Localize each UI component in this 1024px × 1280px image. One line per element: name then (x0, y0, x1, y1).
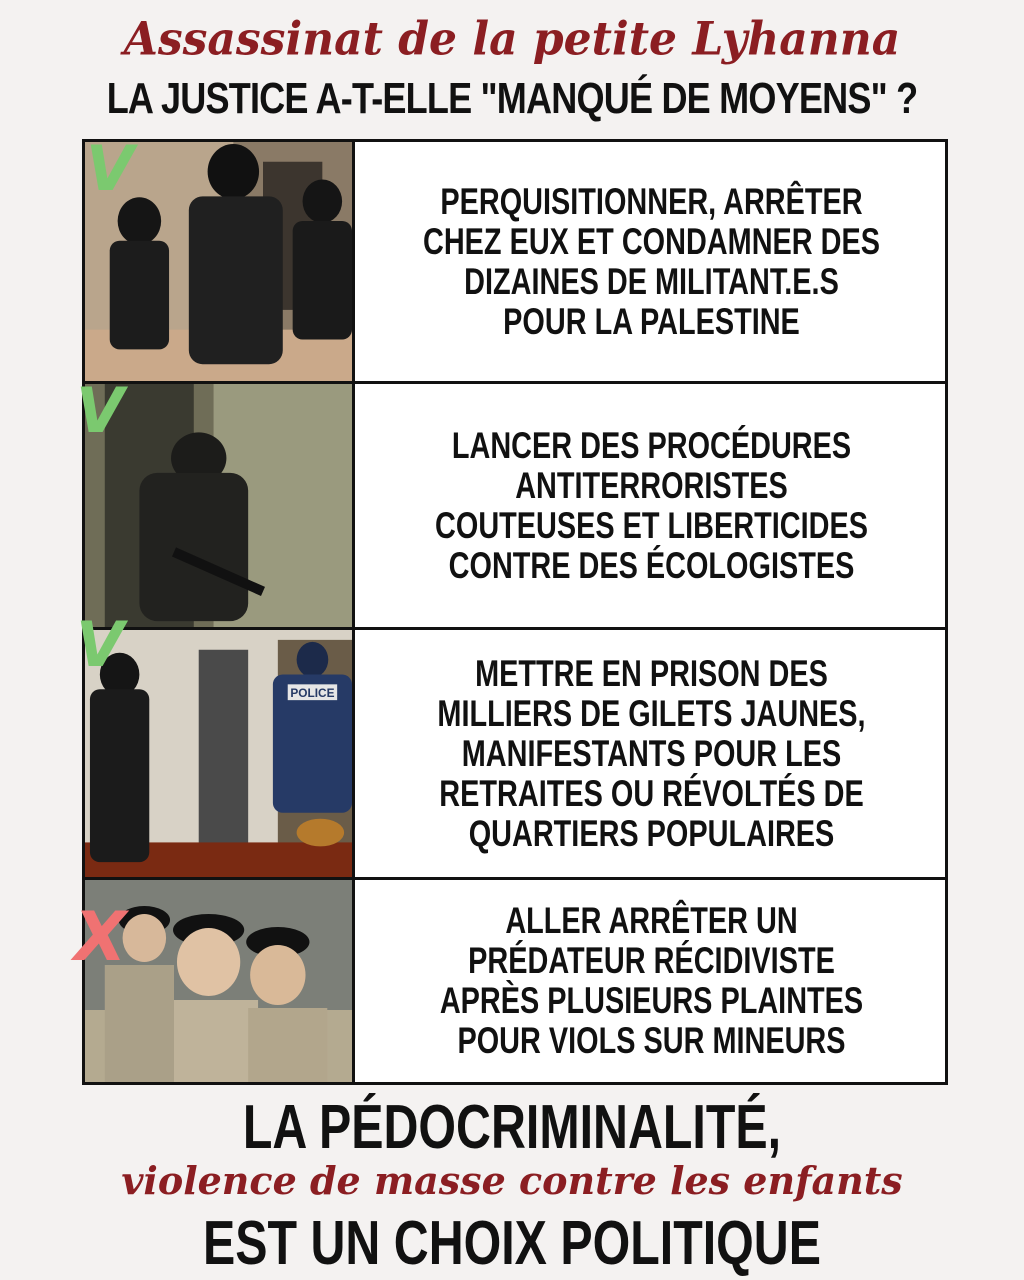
check-mark-2: V (76, 374, 124, 447)
footer-line-2: violence de masse contre les enfants (121, 1158, 903, 1203)
main-title: LA JUSTICE A-T-ELLE "MANQUÉ DE MOYENS" ? (106, 74, 918, 123)
footer-line-1: LA PÉDOCRIMINALITÉ, (242, 1093, 782, 1162)
script-title: Assassinat de la petite Lyhanna (123, 12, 901, 67)
police-vest-label: POLICE (290, 686, 335, 701)
cross-mark-4: X (74, 898, 127, 977)
row-2 (85, 384, 945, 630)
row-1 (85, 142, 945, 384)
comparison-grid (82, 139, 948, 1085)
row-4 (85, 880, 945, 1082)
row-4-text: ALLER ARRÊTER UN PRÉDATEUR RÉCIDIVISTE APRÈS PLUSIEURS PLAINTES POUR VIOLS SUR MINEURS (439, 900, 864, 1061)
row-3 (85, 630, 945, 880)
check-mark-1: V (86, 132, 134, 205)
row-2-text: LANCER DES PROCÉDURES ANTITERRORISTES COUTEUSES ET LIBERTICIDES CONTRE DES ÉCOLOGISTES (435, 424, 868, 586)
photo-raid-3 (85, 630, 355, 877)
row-3-text: METTRE EN PRISON DES MILLIERS DE GILETS JAUNES, MANIFESTANTS POUR LES RETRAITES OU RÉVOLTÉS DE QUARTIERS POPULAIRES (437, 652, 866, 854)
row-1-text: PERQUISITIONNER, ARRÊTER CHEZ EUX ET CONDAMNER DES DIZAINES DE MILITANT.E.S POUR LA PALESTINE (422, 180, 880, 342)
check-mark-3: V (76, 608, 124, 681)
photo-raid-2 (85, 384, 355, 627)
footer-line-3: EST UN CHOIX POLITIQUE (202, 1209, 821, 1278)
